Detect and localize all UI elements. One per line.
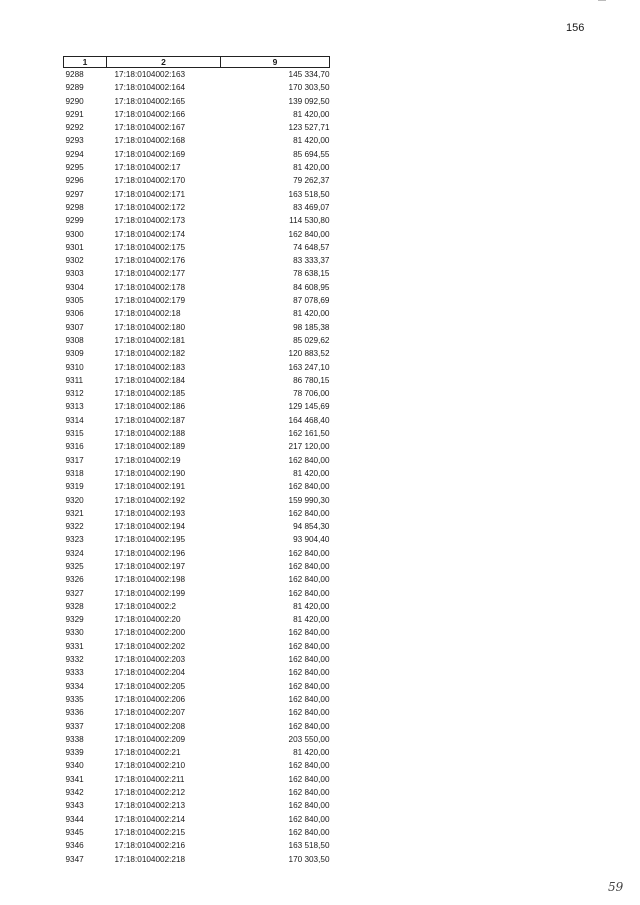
cadastral-id-cell: 17:18:0104002:172: [114, 202, 186, 212]
row-number-cell: 9339: [65, 748, 84, 758]
table-row: [64, 547, 330, 560]
table-row: [64, 161, 330, 174]
table-row: [64, 799, 330, 812]
row-number-cell: 9319: [65, 482, 84, 492]
cadastral-id-cell: 17:18:0104002:216: [114, 841, 186, 851]
row-number-cell: 9345: [65, 827, 84, 837]
value-cell: 81 420,00: [293, 601, 330, 611]
cadastral-id-cell: 17:18:0104002:194: [114, 522, 186, 532]
cadastral-id-cell: 17:18:0104002:214: [114, 814, 186, 824]
table-row: [64, 706, 330, 719]
row-number-cell: 9330: [65, 628, 84, 638]
value-cell: 81 420,00: [293, 163, 330, 173]
row-number-cell: 9343: [65, 801, 84, 811]
value-cell: 145 334,70: [288, 70, 330, 79]
row-number-cell: 9314: [65, 415, 84, 425]
row-number-cell: 9304: [65, 282, 84, 292]
cadastral-id-cell: 17:18:0104002:17: [114, 163, 181, 173]
value-cell: 162 840,00: [288, 721, 330, 731]
value-cell: 162 840,00: [288, 761, 330, 771]
value-cell: 162 840,00: [288, 455, 330, 465]
row-number-cell: 9311: [65, 375, 84, 385]
value-cell: 162 840,00: [288, 641, 330, 651]
table-row: [64, 400, 330, 413]
table-row: [64, 759, 330, 772]
table-row: [64, 440, 330, 453]
value-cell: 162 840,00: [288, 561, 330, 571]
table-body: [64, 68, 330, 866]
value-cell: 163 518,50: [288, 189, 330, 199]
value-cell: 78 638,15: [293, 269, 330, 279]
row-number-cell: 9306: [65, 309, 84, 319]
cadastral-id-cell: 17:18:0104002:183: [114, 362, 186, 372]
row-number-cell: 9322: [65, 522, 84, 532]
table-row: [64, 374, 330, 387]
row-number-cell: 9347: [65, 854, 84, 864]
table-row: [64, 813, 330, 826]
row-number-cell: 9303: [65, 269, 84, 279]
table-row: [64, 653, 330, 666]
value-cell: 162 840,00: [288, 708, 330, 718]
value-cell: 81 420,00: [293, 309, 330, 319]
table-row: [64, 507, 330, 520]
cadastral-id-cell: 17:18:0104002:185: [114, 389, 186, 399]
handwritten-sheet-number: 59: [608, 880, 624, 894]
row-number-cell: 9336: [65, 708, 84, 718]
value-cell: 162 840,00: [288, 681, 330, 691]
value-cell: 162 840,00: [288, 548, 330, 558]
table-row: [64, 307, 330, 320]
column-header-number: 1: [64, 57, 107, 68]
cadastral-id-cell: 17:18:0104002:165: [114, 96, 186, 106]
table-row: [64, 467, 330, 480]
value-cell: 163 518,50: [288, 841, 330, 851]
value-cell: 86 780,15: [293, 375, 330, 385]
table-row: [64, 321, 330, 334]
cadastral-id-cell: 17:18:0104002:177: [114, 269, 186, 279]
value-cell: 203 550,00: [288, 734, 330, 744]
table-row: [64, 241, 330, 254]
value-cell: 81 420,00: [293, 136, 330, 146]
row-number-cell: 9321: [65, 508, 84, 518]
row-number-cell: 9320: [65, 495, 84, 505]
value-cell: 162 840,00: [288, 628, 330, 638]
value-cell: 81 420,00: [293, 468, 330, 478]
cadastral-id-cell: 17:18:0104002:203: [114, 655, 186, 665]
cadastral-id-cell: 17:18:0104002:168: [114, 136, 186, 146]
row-number-cell: 9327: [65, 588, 84, 598]
cadastral-id-cell: 17:18:0104002:215: [114, 827, 186, 837]
value-cell: 217 120,00: [288, 442, 330, 452]
row-number-cell: 9300: [65, 229, 84, 239]
table-row: [64, 108, 330, 121]
row-number-cell: 9338: [65, 734, 84, 744]
cadastral-id-cell: 17:18:0104002:207: [114, 708, 186, 718]
cadastral-id-cell: 17:18:0104002:210: [114, 761, 186, 771]
value-cell: 162 840,00: [288, 482, 330, 492]
table-row: [64, 281, 330, 294]
row-number-cell: 9329: [65, 615, 84, 625]
row-number-cell: 9346: [65, 841, 84, 851]
table-row: [64, 214, 330, 227]
table-row: [64, 587, 330, 600]
table-row: [64, 600, 330, 613]
row-number-cell: 9309: [65, 349, 84, 359]
table-row: [64, 494, 330, 507]
table-row: [64, 666, 330, 679]
table-row: [64, 228, 330, 241]
cadastral-id-cell: 17:18:0104002:178: [114, 282, 186, 292]
table-row: [64, 520, 330, 533]
value-cell: 162 161,50: [288, 429, 330, 439]
value-cell: 162 840,00: [288, 588, 330, 598]
row-number-cell: 9307: [65, 322, 84, 332]
row-number-cell: 9340: [65, 761, 84, 771]
value-cell: 78 706,00: [293, 389, 330, 399]
row-number-cell: 9325: [65, 561, 84, 571]
row-number-cell: 9342: [65, 788, 84, 798]
cadastral-id-cell: 17:18:0104002:18: [114, 309, 181, 319]
row-number-cell: 9296: [65, 176, 84, 186]
table-row: [64, 361, 330, 374]
table-header-row: [64, 57, 330, 68]
row-number-cell: 9334: [65, 681, 84, 691]
cadastral-id-cell: 17:18:0104002:218: [114, 854, 186, 864]
value-cell: 84 608,95: [293, 282, 330, 292]
row-number-cell: 9318: [65, 468, 84, 478]
row-number-cell: 9337: [65, 721, 84, 731]
cadastral-id-cell: 17:18:0104002:204: [114, 668, 186, 678]
cadastral-table-container: [63, 56, 329, 866]
table-row: [64, 68, 330, 82]
row-number-cell: 9310: [65, 362, 84, 372]
cadastral-id-cell: 17:18:0104002:171: [114, 189, 186, 199]
value-cell: 85 029,62: [293, 335, 330, 345]
row-number-cell: 9341: [65, 774, 84, 784]
value-cell: 93 904,40: [293, 535, 330, 545]
value-cell: 114 530,80: [289, 216, 330, 226]
cadastral-id-cell: 17:18:0104002:164: [114, 83, 186, 93]
row-number-cell: 9323: [65, 535, 84, 545]
cadastral-id-cell: 17:18:0104002:163: [114, 70, 186, 79]
cadastral-id-cell: 17:18:0104002:21: [114, 748, 181, 758]
cadastral-id-cell: 17:18:0104002:169: [114, 149, 186, 159]
value-cell: 162 840,00: [288, 774, 330, 784]
table-row: [64, 95, 330, 108]
cadastral-id-cell: 17:18:0104002:189: [114, 442, 186, 452]
cadastral-id-cell: 17:18:0104002:196: [114, 548, 186, 558]
value-cell: 162 840,00: [288, 229, 330, 239]
table-row: [64, 188, 330, 201]
cadastral-id-cell: 17:18:0104002:193: [114, 508, 186, 518]
cadastral-id-cell: 17:18:0104002:173: [114, 216, 186, 226]
value-cell: 83 469,07: [293, 202, 330, 212]
cadastral-id-cell: 17:18:0104002:202: [114, 641, 186, 651]
value-cell: 81 420,00: [293, 748, 330, 758]
row-number-cell: 9293: [65, 136, 84, 146]
row-number-cell: 9295: [65, 163, 84, 173]
table-row: [64, 174, 330, 187]
cadastral-id-cell: 17:18:0104002:209: [114, 734, 186, 744]
value-cell: 129 145,69: [288, 402, 330, 412]
cadastral-id-cell: 17:18:0104002:191: [114, 482, 186, 492]
row-number-cell: 9302: [65, 256, 84, 266]
cadastral-id-cell: 17:18:0104002:167: [114, 123, 186, 133]
value-cell: 164 468,40: [288, 415, 330, 425]
table-row: [64, 254, 330, 267]
row-number-cell: 9313: [65, 402, 84, 412]
cadastral-id-cell: 17:18:0104002:20: [114, 615, 181, 625]
value-cell: 79 262,37: [293, 176, 330, 186]
value-cell: 159 990,30: [288, 495, 330, 505]
column-header-value: 9: [221, 57, 330, 68]
value-cell: 162 840,00: [288, 814, 330, 824]
value-cell: 74 648,57: [293, 242, 330, 252]
cadastral-id-cell: 17:18:0104002:206: [114, 694, 186, 704]
table-row: [64, 148, 330, 161]
row-number-cell: 9335: [65, 694, 84, 704]
table-row: [64, 573, 330, 586]
cadastral-id-cell: 17:18:0104002:2: [114, 601, 176, 611]
row-number-cell: 9316: [65, 442, 84, 452]
cadastral-id-cell: 17:18:0104002:200: [114, 628, 186, 638]
row-number-cell: 9299: [65, 216, 84, 226]
cadastral-id-cell: 17:18:0104002:195: [114, 535, 186, 545]
cadastral-id-cell: 17:18:0104002:205: [114, 681, 186, 691]
value-cell: 162 840,00: [288, 575, 330, 585]
row-number-cell: 9289: [65, 83, 84, 93]
table-row: [64, 693, 330, 706]
row-number-cell: 9297: [65, 189, 84, 199]
value-cell: 139 092,50: [288, 96, 330, 106]
cadastral-id-cell: 17:18:0104002:190: [114, 468, 186, 478]
column-header-cadastral-id: 2: [107, 57, 221, 68]
row-number-cell: 9332: [65, 655, 84, 665]
cadastral-id-cell: 17:18:0104002:186: [114, 402, 186, 412]
row-number-cell: 9333: [65, 668, 84, 678]
row-number-cell: 9298: [65, 202, 84, 212]
cadastral-id-cell: 17:18:0104002:212: [114, 788, 186, 798]
cadastral-id-cell: 17:18:0104002:184: [114, 375, 186, 385]
value-cell: 162 840,00: [288, 694, 330, 704]
table-row: [64, 427, 330, 440]
cadastral-id-cell: 17:18:0104002:170: [114, 176, 186, 186]
table-row: [64, 560, 330, 573]
table-row: [64, 826, 330, 839]
table-row: [64, 640, 330, 653]
row-number-cell: 9288: [65, 70, 84, 79]
table-row: [64, 201, 330, 214]
cadastral-id-cell: 17:18:0104002:175: [114, 242, 186, 252]
cadastral-id-cell: 17:18:0104002:192: [114, 495, 186, 505]
value-cell: 162 840,00: [288, 788, 330, 798]
cadastral-id-cell: 17:18:0104002:179: [114, 296, 186, 306]
row-number-cell: 9301: [65, 242, 84, 252]
value-cell: 162 840,00: [288, 655, 330, 665]
row-number-cell: 9331: [65, 641, 84, 651]
row-number-cell: 9344: [65, 814, 84, 824]
table-row: [64, 786, 330, 799]
table-row: [64, 613, 330, 626]
row-number-cell: 9328: [65, 601, 84, 611]
value-cell: 87 078,69: [293, 296, 330, 306]
cadastral-value-table: [63, 56, 330, 866]
value-cell: 83 333,37: [293, 256, 330, 266]
table-row: [64, 134, 330, 147]
table-row: [64, 414, 330, 427]
value-cell: 170 303,50: [288, 83, 330, 93]
cadastral-id-cell: 17:18:0104002:208: [114, 721, 186, 731]
table-row: [64, 294, 330, 307]
row-number-cell: 9312: [65, 389, 84, 399]
value-cell: 123 527,71: [288, 123, 330, 133]
cadastral-id-cell: 17:18:0104002:188: [114, 429, 186, 439]
table-row: [64, 746, 330, 759]
table-row: [64, 720, 330, 733]
cadastral-id-cell: 17:18:0104002:199: [114, 588, 186, 598]
table-row: [64, 480, 330, 493]
value-cell: 162 840,00: [288, 801, 330, 811]
row-number-cell: 9294: [65, 149, 84, 159]
row-number-cell: 9305: [65, 296, 84, 306]
value-cell: 163 247,10: [288, 362, 330, 372]
table-header: [64, 57, 330, 68]
page-number: 156: [566, 22, 585, 34]
cadastral-id-cell: 17:18:0104002:176: [114, 256, 186, 266]
cadastral-id-cell: 17:18:0104002:166: [114, 109, 186, 119]
value-cell: 85 694,55: [293, 149, 330, 159]
cadastral-id-cell: 17:18:0104002:187: [114, 415, 186, 425]
table-row: [64, 733, 330, 746]
row-number-cell: 9291: [65, 109, 84, 119]
table-row: [64, 334, 330, 347]
table-row: [64, 267, 330, 280]
cadastral-id-cell: 17:18:0104002:197: [114, 561, 186, 571]
table-row: [64, 626, 330, 639]
table-row: [64, 81, 330, 94]
table-row: [64, 839, 330, 852]
value-cell: 162 840,00: [288, 508, 330, 518]
table-row: [64, 121, 330, 134]
table-row: [64, 680, 330, 693]
value-cell: 81 420,00: [293, 109, 330, 119]
value-cell: 120 883,52: [288, 349, 330, 359]
value-cell: 162 840,00: [288, 668, 330, 678]
row-number-cell: 9326: [65, 575, 84, 585]
value-cell: 98 185,38: [293, 322, 330, 332]
row-number-cell: 9290: [65, 96, 84, 106]
table-row: [64, 347, 330, 360]
table-row: [64, 533, 330, 546]
row-number-cell: 9317: [65, 455, 84, 465]
value-cell: 170 303,50: [288, 854, 330, 864]
cadastral-id-cell: 17:18:0104002:19: [114, 455, 181, 465]
cadastral-id-cell: 17:18:0104002:211: [114, 774, 185, 784]
table-row: [64, 853, 330, 866]
cadastral-id-cell: 17:18:0104002:180: [114, 322, 186, 332]
cadastral-id-cell: 17:18:0104002:181: [114, 335, 186, 345]
page-edge-mark: [598, 0, 606, 4]
cadastral-id-cell: 17:18:0104002:174: [114, 229, 186, 239]
value-cell: 162 840,00: [288, 827, 330, 837]
table-row: [64, 773, 330, 786]
table-row: [64, 387, 330, 400]
cadastral-id-cell: 17:18:0104002:182: [114, 349, 186, 359]
row-number-cell: 9292: [65, 123, 84, 133]
value-cell: 81 420,00: [293, 615, 330, 625]
row-number-cell: 9315: [65, 429, 84, 439]
cadastral-id-cell: 17:18:0104002:198: [114, 575, 186, 585]
cadastral-id-cell: 17:18:0104002:213: [114, 801, 186, 811]
row-number-cell: 9324: [65, 548, 84, 558]
value-cell: 94 854,30: [293, 522, 330, 532]
row-number-cell: 9308: [65, 335, 84, 345]
table-row: [64, 454, 330, 467]
